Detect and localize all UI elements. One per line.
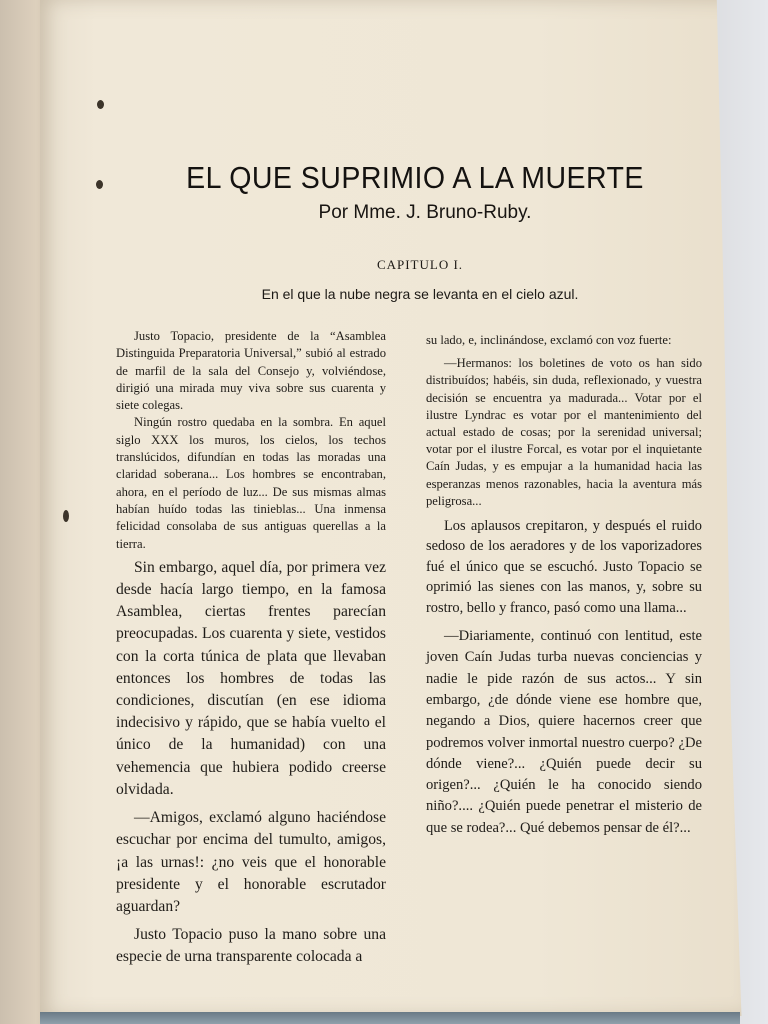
paragraph: su lado, e, inclinándose, exclamó con voz fuerte:: [426, 333, 672, 347]
paragraph: —Hermanos: los boletines de voto os han sido distribuídos; habéis, sin duda, reflexionado, y vuestra decisión se encuentra ya madurada... Votar por el ilustre Lyndrac es votar por el mantenimiento del actual estado de cosas; por la serenidad universal; votar por el ilustre Forcal, es votar por el inquietante Caín Judas, y es empujar a la humanidad hacia las esperanzas menos razonables, hacia la aventura más peligrosa...: [426, 356, 702, 508]
article-title: EL QUE SUPRIMIO A LA MUERTE: [186, 160, 644, 195]
right-text-column: [426, 332, 702, 839]
paragraph: Ningún rostro quedaba en la sombra. En aquel siglo XXX los muros, los cielos, los techos translúcidos, difundían en todas las moradas una claridad soberana... Los hombres se encontraban, ahora, en el período de luz... De sus mismas almas habían huído todas las tinieblas... Una inmensa felicidad consolaba de sus antiguas querellas a la tierra.: [116, 415, 386, 551]
binding-hole: [97, 100, 104, 109]
paragraph: —Amigos, exclamó alguno haciéndose escuchar por encima del tumulto, amigos, ¡a las urnas!: ¿no veis que el honorable presidente y el honorable escrutador aguardan?: [116, 809, 386, 915]
table-surface-edge: [40, 1012, 740, 1024]
article-author: Por Mme. J. Bruno-Ruby.: [318, 202, 532, 223]
paragraph: —Diariamente, continuó con lentitud, este joven Caín Judas turba nuevas conciencias y nadie le pide razón de sus actos... Y sin embargo, ¿de dónde viene ese hombre que, negando a Dios, quiere hacernos creer que podremos volver inmortal nuestro cuerpo? ¿De dónde viene?... ¿Quién puede decir su origen?... ¿Quién le ha conocido siendo niño?.... ¿Quién puede penetrar el misterio de que se rodea?... Qué debemos pensar de él?...: [426, 628, 702, 836]
binding-hole: [96, 180, 103, 189]
paragraph: Los aplausos crepitaron, y después el ruido sedoso de los aeradores y de los vaporizadores fué el único que se escuchó. Justo Topacio se oprimió las sienes con las manos, y, sobre su rostro, bello y franco, pasó como una llama...: [426, 518, 702, 616]
binding-hole: [63, 510, 69, 522]
chapter-subtitle: En el que la nube negra se levanta en el cielo azul.: [261, 286, 579, 302]
paragraph: Sin embargo, aquel día, por primera vez desde hacía largo tiempo, en la famosa Asamblea, ciertas frentes parecían preocupadas. Los cuarenta y siete, vestidos con la corta túnica de plata que llevaban entonces los hombres de todas las condiciones, discutían (en ese idioma indecisivo y rápido, que se había vuelto el único de la humanidad) con una vehemencia que hubiera podido creerse olvidada.: [116, 558, 386, 798]
paragraph: Justo Topacio puso la mano sobre una especie de urna transparente colocada a: [116, 926, 386, 966]
chapter-heading: CAPITULO I.: [376, 257, 464, 272]
left-text-column: [116, 328, 386, 969]
paragraph: Justo Topacio, presidente de la “Asamblea Distinguida Preparatoria Universal,” subió al estrado de marfil de la sala del Consejo y, volviéndose, dirigió una mirada muy viva sobre sus cuarenta y siete colegas.: [116, 329, 386, 413]
